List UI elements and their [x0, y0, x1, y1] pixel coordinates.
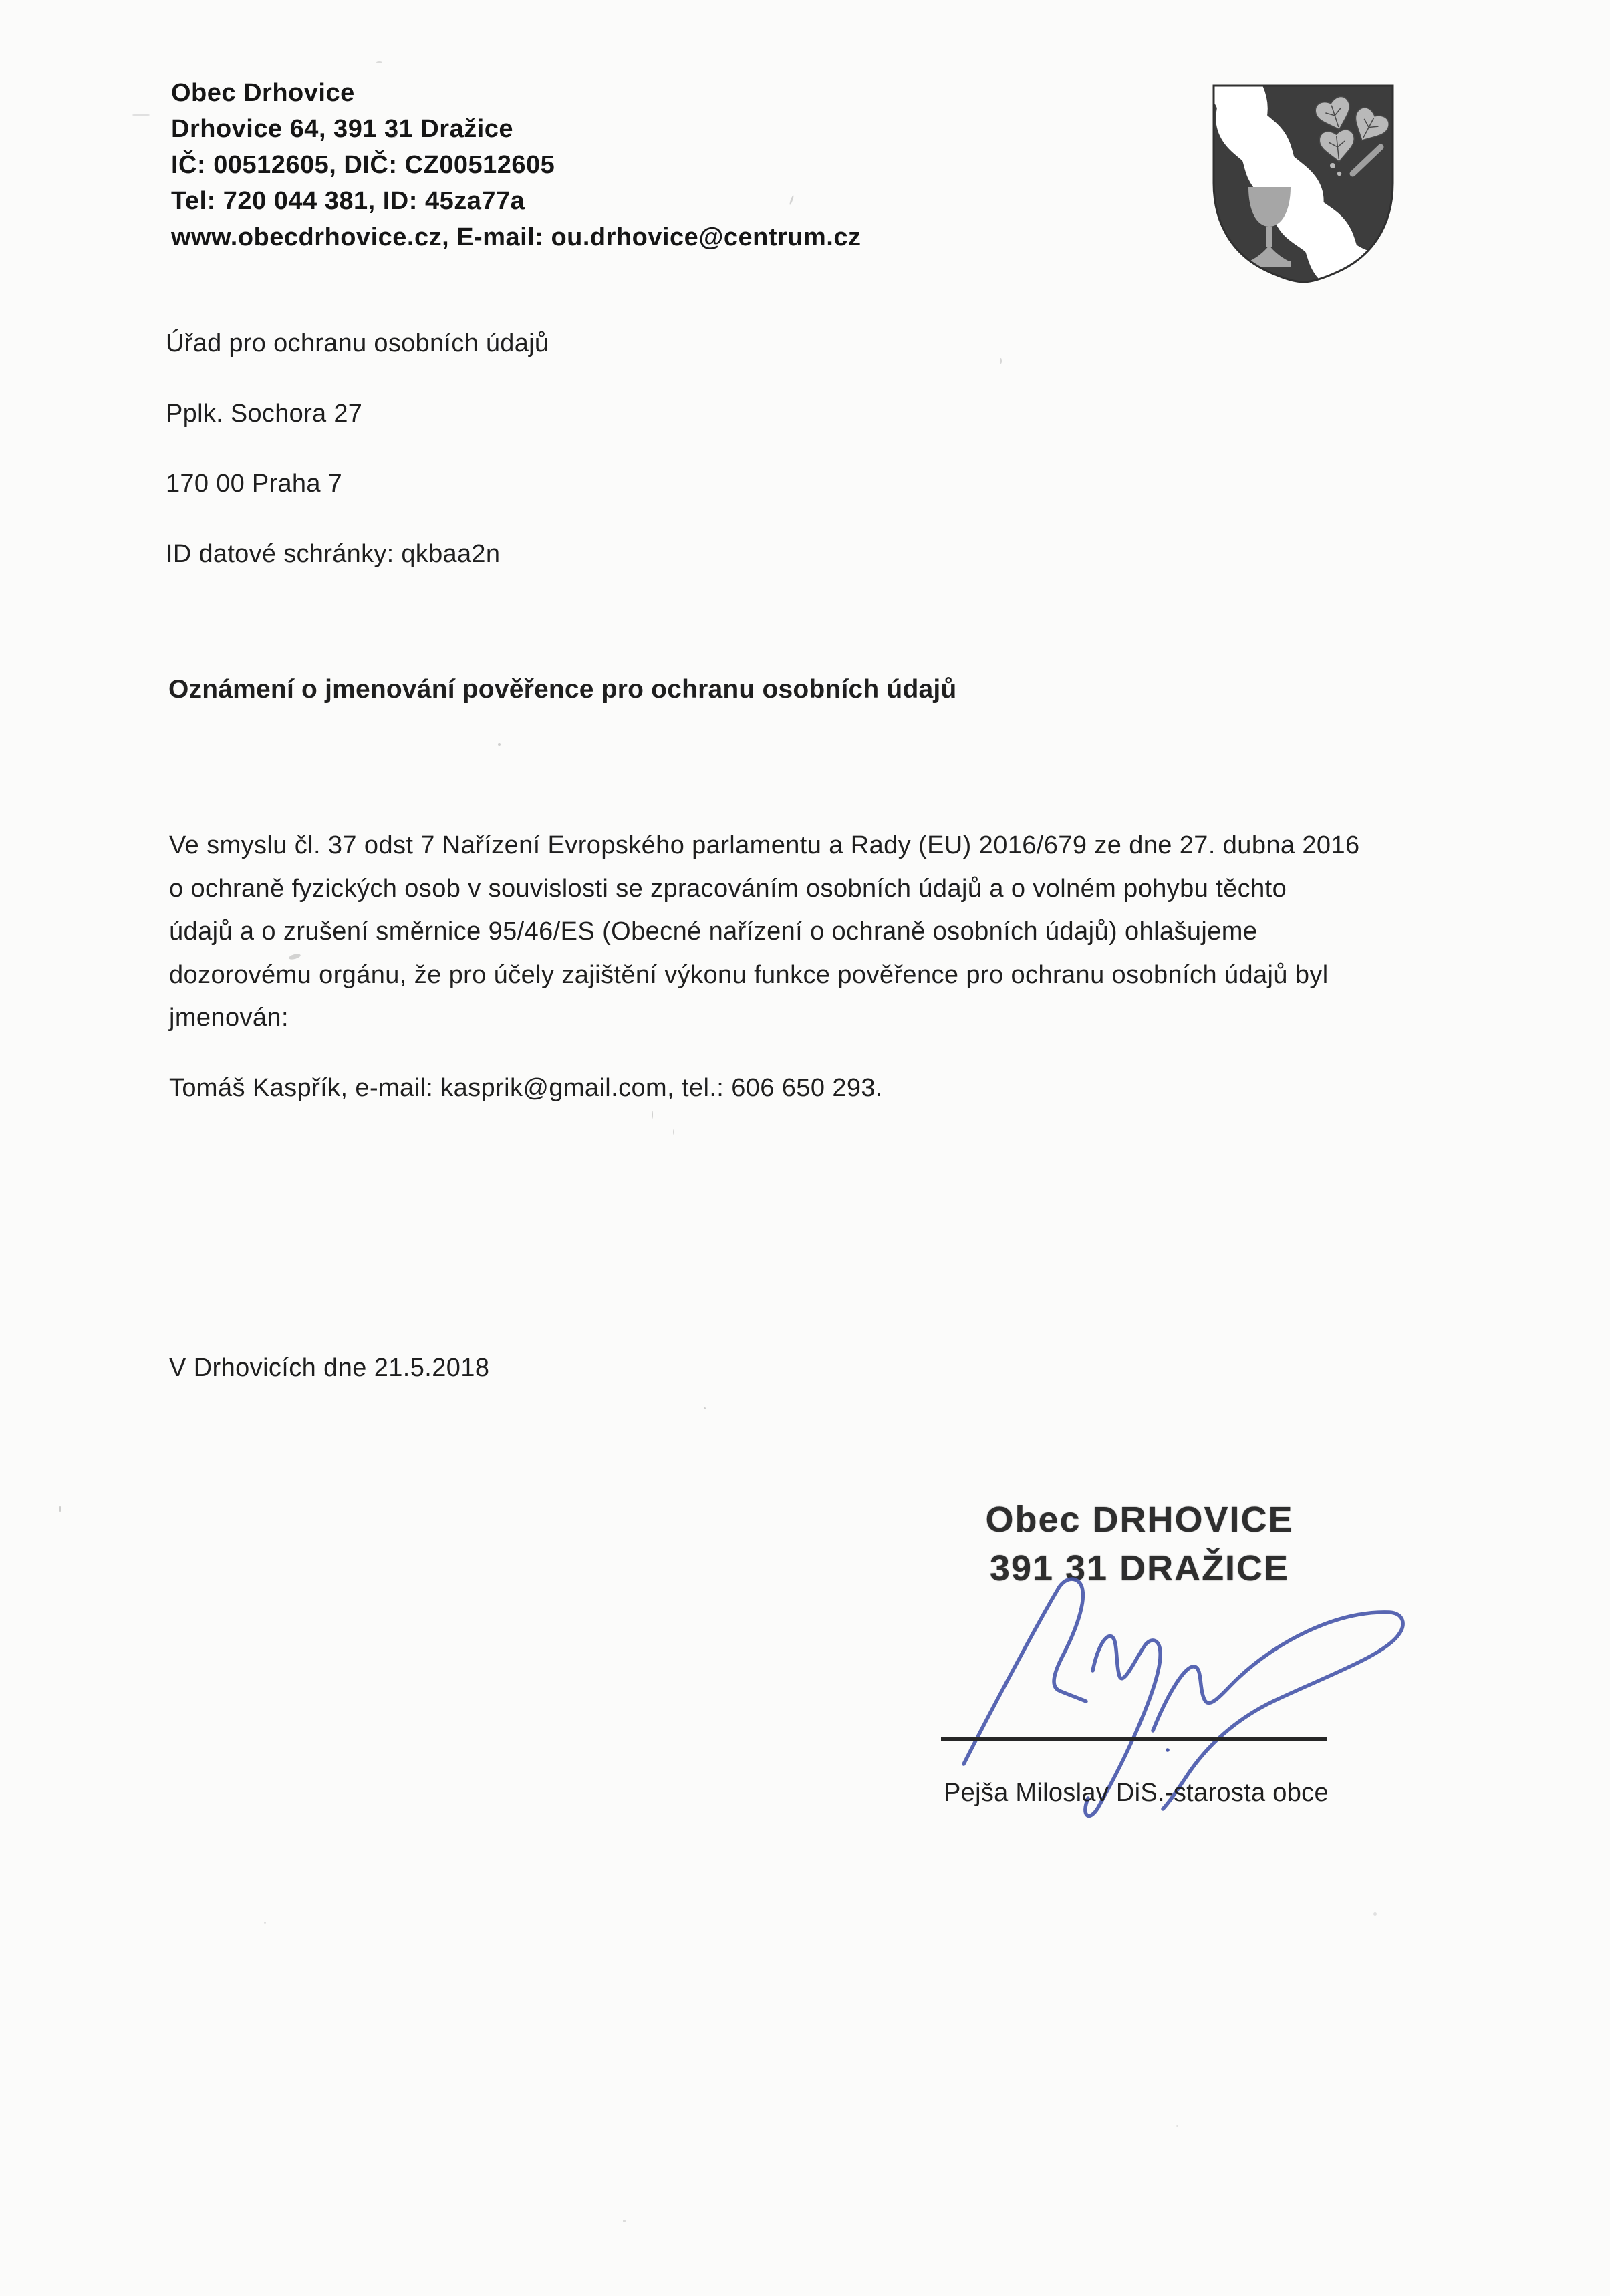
- letterhead-tel-id: Tel: 720 044 381, ID: 45za77a: [171, 187, 525, 215]
- scan-speckle: [1176, 2125, 1178, 2127]
- body-line: údajů a o zrušení směrnice 95/46/ES (Obecné nařízení o ochraně osobních údajů) ohlašujeme: [169, 917, 1258, 946]
- body-line: o ochraně fyzických osob v souvislosti se zpracováním osobních údajů a o volném pohybu těchto: [169, 874, 1287, 903]
- subject-line: Oznámení o jmenování pověřence pro ochranu osobních údajů: [168, 675, 957, 704]
- letterhead-org-name: Obec Drhovice: [171, 79, 355, 107]
- scan-speckle: [376, 61, 382, 63]
- signature-rule: [941, 1737, 1327, 1741]
- scan-speckle: [1000, 358, 1002, 364]
- scan-speckle: [673, 1129, 674, 1135]
- letterhead-web-email: www.obecdrhovice.cz, E-mail: ou.drhovice@centrum.cz: [171, 223, 861, 251]
- scan-speckle: [1373, 1912, 1377, 1916]
- letterhead-address: Drhovice 64, 391 31 Dražice: [171, 115, 514, 143]
- stamp-line-1: Obec DRHOVICE: [985, 1499, 1294, 1540]
- recipient-street: Pplk. Sochora 27: [166, 400, 363, 428]
- recipient-city: 170 00 Praha 7: [166, 470, 343, 498]
- scan-speckle: [652, 1111, 653, 1119]
- scan-speckle: [704, 1407, 706, 1409]
- coat-of-arms-icon: [1210, 83, 1397, 291]
- place-date-line: V Drhovicích dne 21.5.2018: [169, 1354, 490, 1382]
- scan-speckle: [623, 2220, 626, 2222]
- stamp-line-2: 391 31 DRAŽICE: [989, 1548, 1290, 1588]
- body-paragraph: [169, 824, 1360, 1040]
- body-line: dozorovému orgánu, že pro účely zajištění výkonu funkce pověřence pro ochranu osobních údajů byl: [169, 960, 1329, 989]
- body-line: jmenován:: [169, 1004, 289, 1032]
- letterhead-ic-dic: IČ: 00512605, DIČ: CZ00512605: [171, 151, 555, 179]
- scan-speckle: [498, 743, 501, 746]
- recipient-authority: Úřad pro ochranu osobních údajů: [166, 329, 549, 357]
- scan-speckle: [264, 1922, 266, 1924]
- signatory-name: Pejša Miloslav DiS.-starosta obce: [944, 1779, 1329, 1807]
- dpo-contact-line: Tomáš Kaspřík, e-mail: kasprik@gmail.com, tel.: 606 650 293.: [169, 1074, 883, 1102]
- letterhead: [171, 75, 861, 255]
- recipient-databox-id: ID datové schránky: qkbaa2n: [166, 540, 501, 568]
- scan-speckle: [59, 1506, 61, 1512]
- body-line: Ve smyslu čl. 37 odst 7 Nařízení Evropského parlamentu a Rady (EU) 2016/679 ze dne 27. dubna 2016: [169, 831, 1360, 859]
- scan-speckle: [132, 114, 150, 116]
- recipient-block: [166, 309, 549, 589]
